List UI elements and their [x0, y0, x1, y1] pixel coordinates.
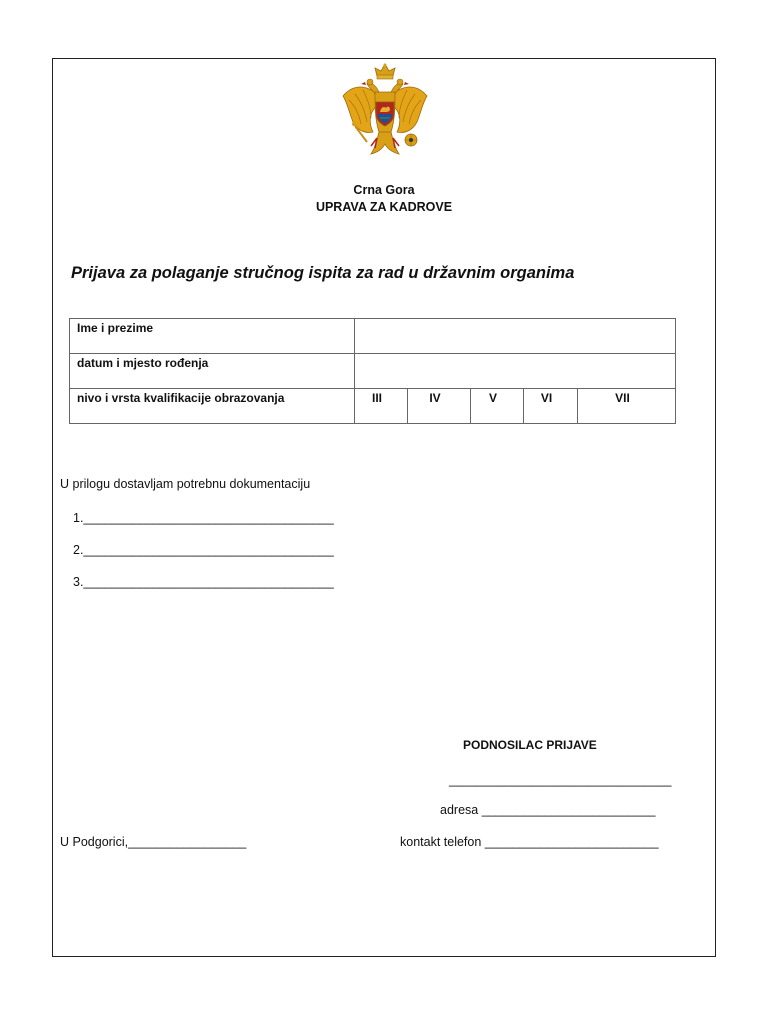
crown-icon: [375, 64, 395, 80]
level-option-iv[interactable]: IV: [408, 389, 471, 424]
left-wing-shape: [343, 87, 379, 133]
table-row: [70, 319, 676, 354]
name-field[interactable]: [355, 319, 676, 354]
application-form-table: [69, 318, 676, 424]
authority-name: UPRAVA ZA KADROVE: [315, 200, 453, 214]
place-date-field[interactable]: U Podgorici,_________________: [60, 835, 247, 849]
level-option-v[interactable]: V: [471, 389, 524, 424]
attachments-intro: U prilogu dostavljam potrebnu dokumentaciju: [60, 477, 311, 491]
attachment-line-3[interactable]: 3.____________________________________: [73, 575, 334, 589]
country-name: Crna Gora: [353, 183, 415, 197]
orb-icon: [405, 134, 417, 146]
page-title: Prijava za polaganje stručnog ispita za rad u državnim organima: [71, 264, 575, 282]
signature-line[interactable]: ________________________________: [449, 773, 672, 787]
table-row: [70, 354, 676, 389]
name-label: Ime i prezime: [70, 319, 355, 354]
applicant-heading: PODNOSILAC PRIJAVE: [463, 738, 597, 752]
right-wing-shape: [391, 87, 427, 133]
level-option-iii[interactable]: III: [355, 389, 408, 424]
level-option-vii[interactable]: VII: [578, 389, 676, 424]
attachment-line-1[interactable]: 1.____________________________________: [73, 511, 334, 525]
attachment-line-2[interactable]: 2.____________________________________: [73, 543, 334, 557]
address-field[interactable]: adresa _________________________: [440, 803, 656, 817]
table-row: [70, 389, 676, 424]
qualification-label: nivo i vrsta kvalifikacije obrazovanja: [70, 389, 355, 424]
phone-field[interactable]: kontakt telefon _________________________: [400, 835, 659, 849]
birth-date-place-label: datum i mjesto rođenja: [70, 354, 355, 389]
birth-date-place-field[interactable]: [355, 354, 676, 389]
coat-of-arms-icon: [339, 62, 431, 166]
level-option-vi[interactable]: VI: [524, 389, 578, 424]
